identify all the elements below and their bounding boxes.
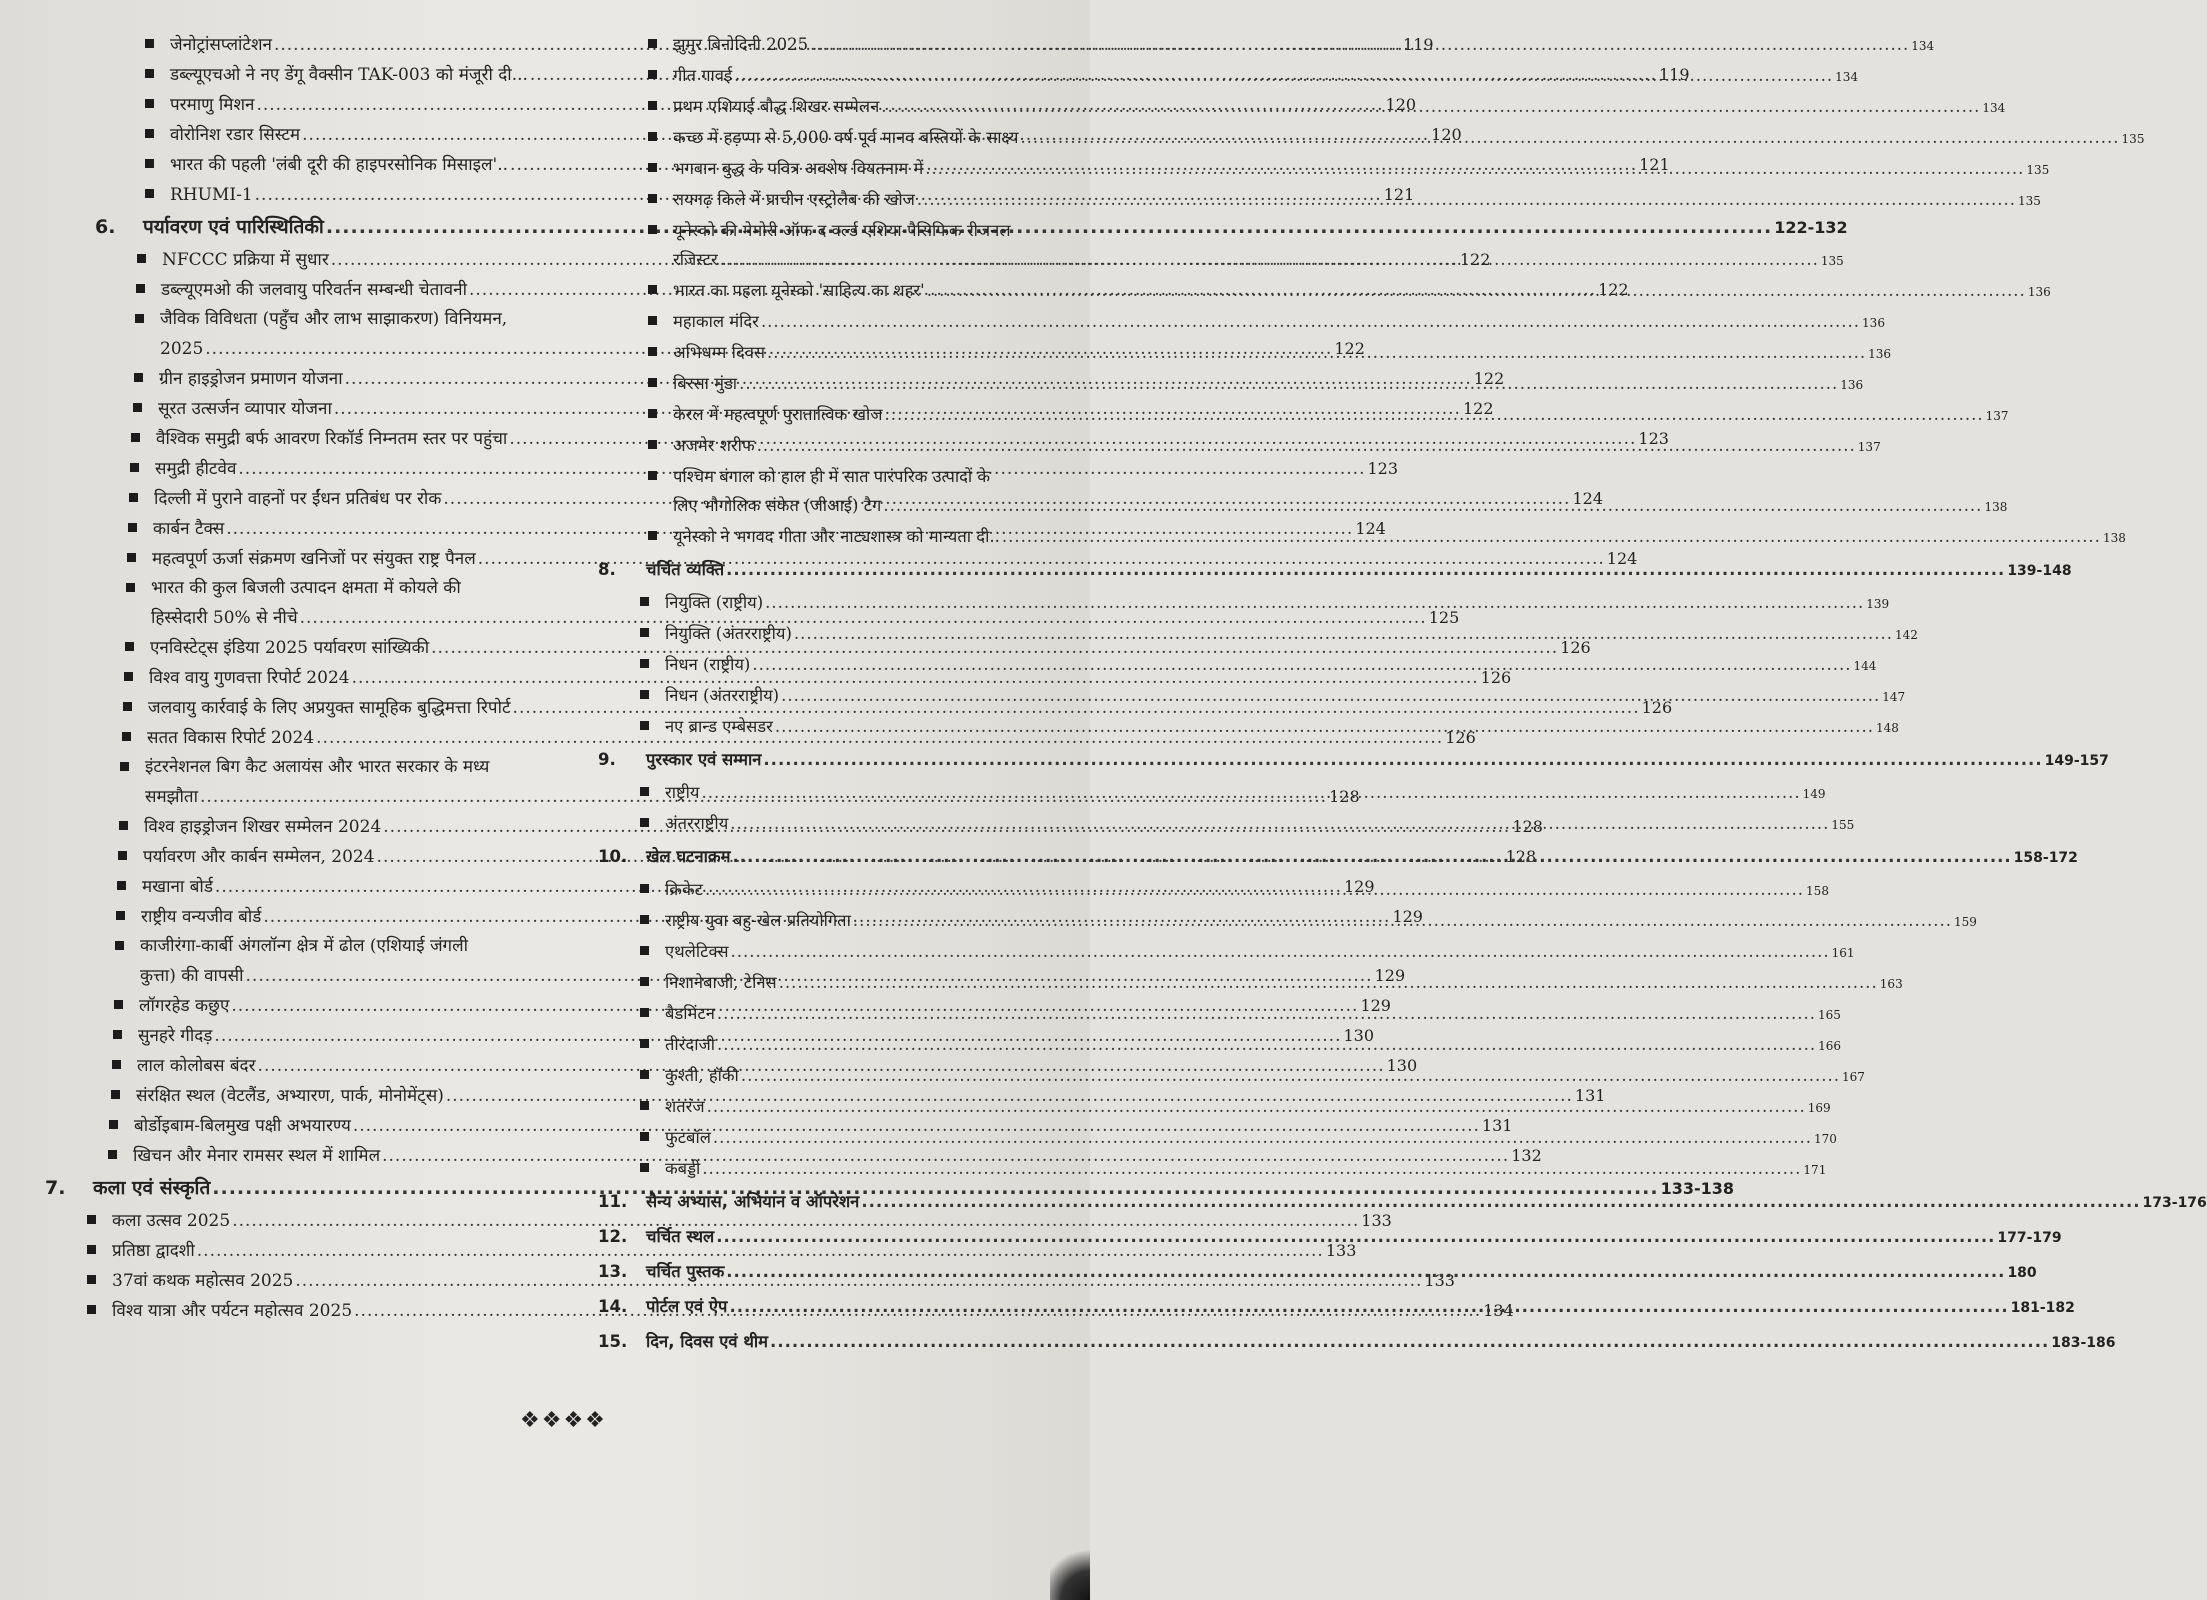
toc-item-text: कला उत्सव 2025 [112, 1211, 231, 1231]
toc-item-body [673, 462, 2007, 522]
toc-item-text-line1: यूनेस्को की मेमोरी ऑफ द वर्ल्ड एशिया-पैसिफिक रीजनल [673, 221, 1011, 240]
toc-item-text: RHUMI-1 [170, 185, 253, 205]
page-number: 122 [1462, 399, 1494, 418]
leader-dots [925, 154, 2024, 183]
page-number: 165 [1817, 1008, 1841, 1022]
toc-item-text: क्रिकेट [665, 880, 703, 899]
bullet-icon [128, 523, 137, 532]
toc-item-text: मखाना बोर्ड [142, 877, 213, 897]
toc-item-text: अजमेर शरीफ [673, 436, 755, 455]
page-number: 166 [1818, 1039, 1841, 1053]
section-title: खेल घटनाक्रम [646, 847, 731, 866]
bullet-icon [640, 1008, 649, 1017]
page-number: 131 [1574, 1086, 1606, 1105]
bullet-icon [137, 254, 146, 263]
bullet-icon [125, 642, 134, 651]
toc-item-text: एनविस्टेट्स इंडिया 2025 पर्यावरण सांख्यिकी [150, 638, 430, 658]
leader-dots [731, 937, 1830, 966]
toc-item-text: NFCCC प्रक्रिया में सुधार [162, 250, 329, 270]
section-number: 7. [45, 1177, 66, 1199]
toc-item-text: बोर्डोइबाम-बिलमुख पक्षी अभयारण्य [134, 1116, 351, 1136]
leader-dots [761, 307, 1860, 336]
leader-dots [767, 338, 1866, 367]
toc-item-text: रायगढ़ किले में प्राचीन एस्ट्रोलैब की खोज [673, 190, 915, 209]
bullet-icon [145, 189, 154, 198]
bullet-icon [648, 194, 657, 203]
bullet-icon [640, 1132, 649, 1141]
toc-item-text-line1: भारत की कुल बिजली उत्पादन क्षमता में कोयले की [151, 578, 461, 598]
toc-item-text: प्रतिष्ठा द्वादशी [112, 1241, 195, 1261]
page-number: 147 [1882, 690, 1906, 704]
page-number: 129 [1344, 877, 1375, 896]
bullet-icon [648, 225, 657, 234]
page-number: 125 [1428, 608, 1460, 627]
bullet-icon [133, 403, 142, 412]
leader-dots [765, 588, 1864, 617]
bullet-icon [119, 821, 128, 830]
bullet-icon [640, 915, 649, 924]
section-pages: 149-157 [2044, 753, 2109, 769]
page-number: 124 [1355, 519, 1386, 538]
page-number: 167 [1841, 1070, 1865, 1084]
toc-item-text: 37वां कथक महोत्सव 2025 [112, 1271, 294, 1291]
leader-dots [707, 1092, 1806, 1121]
section-title: सैन्य अभ्यास, अभियान व ऑपरेशन [646, 1192, 860, 1211]
bullet-icon [145, 129, 154, 138]
leader-dots [794, 619, 1893, 648]
page-number: 121 [1639, 155, 1670, 174]
toc-item-text: अभिधम्म दिवस [673, 343, 766, 362]
page-number: 119 [1658, 65, 1690, 84]
section-pages: 183-186 [2051, 1335, 2116, 1351]
bullet-icon [87, 1245, 96, 1254]
page-number: 136 [1840, 378, 1864, 392]
section-pages: 158-172 [2013, 850, 2078, 866]
leader-dots [781, 681, 1880, 710]
toc-item-text: बैडमिंटन [665, 1004, 715, 1023]
toc-item-text: भगवान बुद्ध के पवित्र अवशेष वियतनाम में [673, 159, 924, 178]
toc-item-text: जलवायु कार्रवाई के लिए अप्रयुक्त सामूहिक बुद्धिमत्ता रिपोर्ट [148, 698, 511, 718]
leader-dots [1020, 123, 2119, 152]
section-title: पर्यावरण एवं पारिस्थितिकी [143, 216, 324, 238]
page-number: 123 [1638, 429, 1669, 448]
toc-item-text: ग्रीन हाइड्रोजन प्रमाणन योजना [159, 369, 343, 389]
bullet-icon [640, 721, 649, 730]
page-number: 158 [1806, 884, 1829, 898]
toc-item-text: सूरत उत्सर्जन व्यापार योजना [158, 399, 332, 419]
section-title: पुरस्कार एवं सम्मान [646, 750, 762, 769]
toc-item-text: यूनेस्को ने भगवद गीता और नाट्यशास्त्र को मान्यता दी.. [673, 527, 1000, 546]
page-number: 122 [1459, 250, 1491, 269]
section-title: पोर्टल एवं ऐप [646, 1297, 728, 1316]
toc-item-text: एथलेटिक्स [665, 942, 729, 961]
bullet-icon [648, 378, 657, 387]
footer-ornament: ❖❖❖❖ [520, 1408, 607, 1433]
page-number: 126 [1480, 668, 1512, 687]
leader-dots [1002, 522, 2101, 551]
toc-item-text: निधन (अंतरराष्ट्रीय) [665, 686, 780, 705]
toc-item-text: पर्यावरण और कार्बन सम्मेलन, 2024 [143, 847, 375, 867]
toc-item-text: बिरसा मुंडा [673, 374, 738, 393]
bullet-icon [648, 285, 657, 294]
leader-dots [917, 185, 2016, 214]
toc-item-text: गीत गावई [673, 66, 733, 85]
leader-dots [883, 491, 1982, 520]
toc-item-text-line2: 2025 [160, 339, 204, 359]
toc-item[interactable] [45, 1206, 1392, 1236]
toc-item[interactable] [598, 307, 1885, 338]
bullet-icon [640, 1163, 649, 1172]
toc-item-text: खिचन और मेनार रामसर स्थल में शामिल [133, 1146, 381, 1166]
page-number: 144 [1853, 659, 1877, 673]
toc-item-text: विश्व वायु गुणवत्ता रिपोर्ट 2024 [149, 668, 350, 688]
toc-item-text: नियुक्ति (राष्ट्रीय) [665, 593, 764, 612]
leader-dots [732, 840, 2011, 874]
bullet-icon [123, 702, 132, 711]
section-number: 6. [95, 216, 116, 238]
toc-item-text-line1: इंटरनेशनल बिग कैट अलायंस और भारत सरकार के मध्य [145, 757, 490, 777]
section-title: कला एवं संस्कृति [93, 1177, 211, 1199]
section-heading[interactable] [598, 743, 2109, 778]
toc-item-text: डब्ल्यूएमओ की जलवायु परिवर्तन सम्बन्धी चेतावनी [161, 280, 467, 300]
bullet-icon [108, 1150, 117, 1159]
section-number: 11. [598, 1192, 628, 1211]
leader-dots [702, 778, 1801, 807]
toc-item-text: कार्बन टैक्स [153, 519, 225, 539]
toc-item-text: महाकाल मंदिर [673, 312, 759, 331]
page-number: 119 [1403, 35, 1434, 54]
page-number: 169 [1807, 1101, 1831, 1115]
section-title: चर्चित स्थल [646, 1227, 715, 1246]
bullet-icon [124, 672, 133, 681]
bullet-icon [145, 69, 154, 78]
toc-item-text-line2: समझौता [145, 787, 199, 807]
page-number: 122 [1334, 339, 1365, 358]
bullet-icon [114, 1000, 123, 1009]
toc-item-text: राष्ट्रीय युवा बहु-खेल प्रतियोगिता [665, 911, 851, 930]
toc-item-text: राष्ट्रीय वन्यजीव बोर्ड [141, 907, 262, 927]
page-number: 134 [1835, 70, 1859, 84]
page-number: 163 [1879, 977, 1903, 991]
toc-item-text: भारत की पहली 'लंबी दूरी की हाइपरसोनिक मिसाइल'.. [170, 155, 509, 175]
section-title: चर्चित व्यक्ति [646, 560, 725, 579]
toc-item-text: शतरंज [665, 1097, 705, 1116]
page-number: 129 [1392, 907, 1423, 926]
bullet-icon [640, 977, 649, 986]
page-number: 138 [2102, 531, 2126, 545]
bullet-icon [648, 471, 657, 480]
page-number: 136 [2027, 285, 2051, 299]
toc-item-text-line2: रजिस्टर [673, 250, 718, 269]
page-number: 122 [1473, 369, 1505, 388]
toc-item-text: राष्ट्रीय [665, 783, 700, 802]
bullet-icon [640, 787, 649, 796]
toc-item-text: विश्व हाइड्रोजन शिखर सम्मेलन 2024 [144, 817, 382, 837]
leader-dots [717, 999, 1816, 1028]
bullet-icon [118, 851, 127, 860]
section-number: 14. [598, 1297, 628, 1316]
section-heading[interactable] [598, 1325, 2116, 1360]
toc-item-text: निधन (राष्ट्रीय) [665, 655, 751, 674]
leader-dots [726, 1255, 2005, 1289]
leader-dots [713, 1123, 1812, 1152]
page-number: 128 [1505, 847, 1537, 866]
toc-item-text: केरल में महत्वपूर्ण पुरातात्विक खोज [673, 405, 883, 424]
leader-dots [752, 650, 1851, 679]
page-number: 130 [1343, 1026, 1375, 1045]
bullet-icon [648, 316, 657, 325]
section-number: 12. [598, 1227, 628, 1246]
bullet-icon [648, 39, 657, 48]
toc-item-text: डब्ल्यूएचओ ने नए डेंगू वैक्सीन TAK-003 को मंजूरी दी... [170, 65, 528, 85]
toc-item-text: वैश्विक समुद्री बर्फ आवरण रिकॉर्ड निम्नतम स्तर पर पहुंचा [156, 429, 508, 449]
bullet-icon [87, 1275, 96, 1284]
leader-dots [927, 276, 2026, 305]
page-edge-shadow [1050, 1540, 1090, 1600]
toc-item-text: लॉगरहेड कछुए [139, 996, 230, 1016]
section-pages: 177-179 [1997, 1230, 2062, 1246]
page-number: 138 [1984, 500, 2008, 514]
toc-item-text: वोरोनिश रडार सिस्टम [170, 125, 301, 145]
leader-dots [702, 1154, 1801, 1183]
page-number: 159 [1953, 915, 1977, 929]
page-number: 133 [1361, 1211, 1392, 1230]
bullet-icon [122, 732, 131, 741]
section-number: 15. [598, 1332, 628, 1351]
page-number: 170 [1814, 1132, 1837, 1146]
page-number: 126 [1641, 698, 1673, 717]
bullet-icon [648, 347, 657, 356]
bullet-icon [640, 628, 649, 637]
bullet-icon [131, 433, 140, 442]
page-number: 129 [1360, 996, 1391, 1015]
toc-item-text: सुनहरे गीदड़ [138, 1026, 213, 1046]
bullet-icon [130, 463, 139, 472]
section-number: 13. [598, 1262, 628, 1281]
page-number: 134 [1483, 1301, 1514, 1320]
bullet-icon [116, 911, 125, 920]
toc-item-text: विश्व यात्रा और पर्यटन महोत्सव 2025 [112, 1301, 353, 1321]
page-number: 120 [1385, 95, 1417, 114]
leader-dots [739, 369, 1838, 398]
bullet-icon [640, 818, 649, 827]
bullet-icon [134, 373, 143, 382]
page-number: 137 [1857, 440, 1881, 454]
page-number: 124 [1572, 489, 1604, 508]
bullet-icon [126, 583, 135, 592]
bullet-icon [145, 39, 154, 48]
toc-item-text: संरक्षित स्थल (वेटलैंड, अभ्यारण, पार्क, मोनोमेंट्स) [136, 1086, 444, 1106]
bullet-icon [640, 597, 649, 606]
bullet-icon [117, 881, 126, 890]
toc-item-text: सतत विकास रिपोर्ट 2024 [147, 728, 315, 748]
page-number: 142 [1895, 628, 1918, 642]
bullet-icon [648, 163, 657, 172]
bullet-icon [115, 941, 124, 950]
bullet-icon [87, 1305, 96, 1314]
leader-dots [763, 743, 2042, 777]
leader-dots [734, 61, 1833, 90]
toc-item-text-line2: कुत्ता) की वापसी [140, 966, 244, 986]
page-number: 126 [1560, 638, 1591, 657]
toc-item-text: दिल्ली में पुराने वाहनों पर ईंधन प्रतिबंध पर रोक [154, 489, 442, 509]
page-number: 135 [2026, 163, 2050, 177]
toc-item-text: भारत का पहला यूनेस्को 'साहित्य का शहर' [673, 281, 925, 300]
toc-item-text: कबड्डी [665, 1159, 701, 1178]
toc-item-text: झुमुर बिनोदिनी 2025 [673, 35, 809, 54]
toc-item-text-line1: काजीरंगा-कार्बी अंगलॉन्ग क्षेत्र में ढोल (एशियाई जंगली [140, 936, 469, 956]
bullet-icon [135, 314, 144, 323]
leader-dots [885, 400, 1984, 429]
bullet-icon [648, 132, 657, 141]
page-number: 148 [1875, 721, 1899, 735]
bullet-icon [136, 284, 145, 293]
toc-item-text-line1: पश्चिम बंगाल को हाल ही में सात पारंपरिक उत्पादों के [673, 467, 991, 486]
bullet-icon [648, 440, 657, 449]
bullet-icon [111, 1090, 120, 1099]
leader-dots [705, 875, 1804, 904]
toc-item-line2 [673, 491, 2007, 522]
page-number: 123 [1367, 459, 1399, 478]
section-pages: 133-138 [1660, 1179, 1735, 1198]
leader-dots [730, 809, 1829, 838]
toc-item-text-line2: लिए भौगोलिक संकेत (जीआई) टैग [673, 496, 882, 515]
section-pages: 122-132 [1774, 218, 1848, 237]
page-number: 135 [2121, 132, 2145, 146]
toc-item[interactable] [598, 937, 1855, 968]
page-number: 129 [1374, 966, 1406, 985]
bullet-icon [640, 690, 649, 699]
toc-item-body [673, 216, 1844, 276]
toc-item-text: नियुक्ति (अंतरराष्ट्रीय) [665, 624, 792, 643]
toc-item-text: समुद्री हीटवेव [155, 459, 237, 479]
leader-dots [770, 1325, 2049, 1359]
bullet-icon [640, 1101, 649, 1110]
page-number: 161 [1831, 946, 1855, 960]
leader-dots [881, 92, 1980, 121]
bullet-icon [648, 70, 657, 79]
leader-dots [861, 1185, 2140, 1219]
toc-item-text: नए ब्रान्ड एम्बेसडर [665, 717, 773, 736]
page-number: 128 [1512, 817, 1543, 836]
toc-item-text: फुटबॉल [665, 1128, 711, 1147]
section-number: 9. [598, 750, 616, 769]
section-title: चर्चित पुस्तक [646, 1262, 725, 1281]
bullet-icon [87, 1215, 96, 1224]
page-number: 131 [1481, 1116, 1513, 1135]
leader-dots [853, 906, 1952, 935]
page-number: 136 [1862, 316, 1885, 330]
page-number: 135 [2018, 194, 2041, 208]
leader-dots [729, 1290, 2008, 1324]
bullet-icon [120, 762, 129, 771]
leader-dots [720, 245, 1819, 274]
leader-dots [757, 431, 1856, 460]
page-number: 139 [1866, 597, 1890, 611]
section-title: दिन, दिवस एवं थीम [646, 1332, 769, 1351]
page-number: 155 [1831, 818, 1855, 832]
section-pages: 180 [2007, 1265, 2037, 1281]
toc-item-text-line2: हिस्सेदारी 50% से नीचे [151, 608, 298, 628]
bullet-icon [127, 553, 136, 562]
toc-item-text: अंतरराष्ट्रीय [665, 814, 729, 833]
bullet-icon [640, 1070, 649, 1079]
toc-item-text: जेनोट्रांसप्लांटेशन [170, 35, 272, 55]
section-pages: 139-148 [2007, 563, 2072, 579]
bullet-icon [640, 1039, 649, 1048]
page-number: 136 [1868, 347, 1892, 361]
bullet-icon [145, 99, 154, 108]
bullet-icon [112, 1060, 121, 1069]
toc-item-text: लाल कोलोबस बंदर [137, 1056, 256, 1076]
page-number: 128 [1329, 787, 1360, 806]
toc-item-text: कच्छ में हड़प्पा से 5,000 वर्ष पूर्व मानव बस्तियों के साक्ष्य [673, 128, 1019, 147]
toc-item-text: परमाणु मिशन [170, 95, 255, 115]
bullet-icon [648, 531, 657, 540]
leader-dots [779, 968, 1878, 997]
leader-dots [810, 30, 1909, 59]
page-number: 134 [1982, 101, 2006, 115]
section-number: 10. [598, 847, 628, 866]
page-number: 132 [1511, 1146, 1542, 1165]
toc-item-text: महत्वपूर्ण ऊर्जा संक्रमण खनिजों पर संयुक्त राष्ट्र पैनल [152, 549, 476, 569]
page-number: 171 [1803, 1163, 1827, 1177]
bullet-icon [648, 409, 657, 418]
page-number: 122 [1598, 280, 1629, 299]
bullet-icon [129, 493, 138, 502]
page-number: 124 [1606, 549, 1638, 568]
toc-item-text-line1: जैविक विविधता (पहुँच और लाभ साझाकरण) विनियमन, [160, 309, 508, 329]
page-number: 135 [1820, 254, 1844, 268]
page-number: 120 [1431, 125, 1462, 144]
bullet-icon [648, 101, 657, 110]
section-pages: 173-176 [2142, 1195, 2207, 1211]
leader-dots [726, 553, 2005, 587]
page-number: 130 [1386, 1056, 1418, 1075]
bullet-icon [113, 1030, 122, 1039]
page-number: 133 [1325, 1241, 1357, 1260]
toc-item-text: कुश्ती, हॉकी [665, 1066, 739, 1085]
toc-item-line2 [673, 245, 1844, 276]
leader-dots [716, 1220, 1995, 1254]
toc-item-text: प्रथम एशियाई बौद्ध शिखर सम्मेलन [673, 97, 880, 116]
page-number: 137 [1985, 409, 2009, 423]
bullet-icon [640, 946, 649, 955]
page-number: 134 [1911, 39, 1935, 53]
leader-dots [717, 1030, 1816, 1059]
page-number: 126 [1445, 728, 1476, 747]
bullet-icon [640, 659, 649, 668]
page-number: 121 [1383, 185, 1415, 204]
section-number: 8. [598, 560, 616, 579]
bullet-icon [109, 1120, 118, 1129]
leader-dots [775, 712, 1874, 741]
toc-item-text: निशानेबाजी, टेनिस [665, 973, 777, 992]
page-number: 133 [1424, 1271, 1455, 1290]
page-number: 149 [1802, 787, 1826, 801]
toc-item-text: तीरंदाजी [665, 1035, 715, 1054]
leader-dots [741, 1061, 1840, 1090]
bullet-icon [640, 884, 649, 893]
bullet-icon [145, 159, 154, 168]
section-pages: 181-182 [2010, 1300, 2075, 1316]
